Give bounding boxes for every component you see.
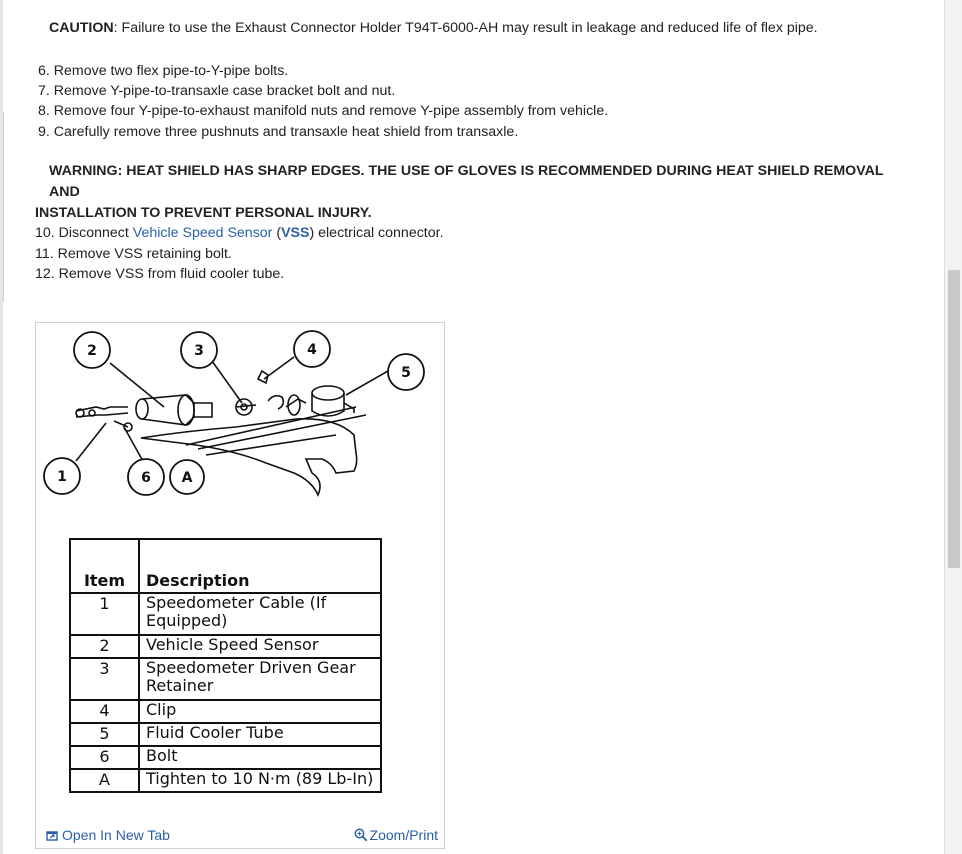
vertical-scrollbar[interactable] [944, 0, 962, 854]
step-item-10 [35, 223, 444, 244]
row-description [139, 593, 381, 635]
step-item: 11. Remove VSS retaining bolt. [35, 245, 232, 262]
vss-link[interactable]: VSS [281, 225, 310, 241]
figure-footer [36, 825, 444, 847]
row-item: 3 [70, 658, 139, 700]
row-description: Clip [139, 700, 381, 723]
vss-exploded-diagram [36, 323, 444, 533]
callout-4-label: 4 [307, 342, 317, 358]
warning-line-2: INSTALLATION TO PREVENT PERSONAL INJURY. [35, 205, 372, 221]
row-item: 1 [70, 593, 139, 635]
row-item: 5 [70, 723, 139, 746]
caution-label: CAUTION [49, 20, 114, 36]
callout-6-label: 6 [141, 470, 151, 486]
step-list-a [38, 61, 608, 142]
row-item: 6 [70, 746, 139, 769]
step-item: 7. Remove Y-pipe-to-transaxle case bracket bolt and nut. [38, 83, 396, 100]
callout-3-label: 3 [194, 343, 204, 359]
callout-1-label: 1 [57, 469, 67, 485]
callout-2-label: 2 [87, 343, 97, 359]
row-description [139, 658, 381, 700]
table-row [70, 635, 381, 658]
left-frame-divider [3, 112, 4, 302]
header-description: Description [139, 539, 381, 593]
caution-note [49, 20, 818, 36]
row-item: 4 [70, 700, 139, 723]
row-description: Vehicle Speed Sensor [139, 635, 381, 658]
table-header-row [70, 539, 381, 593]
step-10-paren-open: ( [272, 225, 282, 241]
step-10-prefix: 10. Disconnect [35, 225, 133, 241]
step-10-suffix: ) electrical connector. [309, 225, 444, 241]
warning-note [35, 161, 885, 224]
row-description: Tighten to 10 N·m (89 Lb-In) [139, 769, 381, 792]
scrollbar-thumb[interactable] [948, 270, 960, 568]
step-item: 8. Remove four Y-pipe-to-exhaust manifold nuts and remove Y-pipe assembly from vehicle. [38, 103, 609, 120]
open-new-tab-icon [46, 830, 58, 842]
open-in-new-tab-link[interactable] [46, 827, 170, 843]
item-description-table [69, 538, 382, 793]
step-list-b [35, 223, 444, 285]
desc-line: Speedometer Cable (If [146, 593, 327, 612]
step-item: 9. Carefully remove three pushnuts and transaxle heat shield from transaxle. [38, 123, 519, 140]
row-description: Bolt [139, 746, 381, 769]
callout-circles [44, 331, 424, 495]
open-in-new-tab-label: Open In New Tab [62, 827, 170, 843]
table-row [70, 769, 381, 792]
desc-line: Retainer [146, 676, 214, 695]
desc-line: Speedometer Driven Gear [146, 658, 356, 677]
table-row [70, 700, 381, 723]
step-item: 6. Remove two flex pipe-to-Y-pipe bolts. [38, 63, 289, 79]
table-row [70, 593, 381, 635]
header-item: Item [70, 539, 139, 593]
caution-text: : Failure to use the Exhaust Connector Holder T94T-6000-AH may result in leakage and reduced life of flex pipe. [113, 20, 818, 36]
figure-panel [35, 322, 445, 849]
row-description: Fluid Cooler Tube [139, 723, 381, 746]
table-row [70, 746, 381, 769]
zoom-print-link[interactable] [354, 827, 438, 843]
table-row [70, 723, 381, 746]
warning-line-1: WARNING: HEAT SHIELD HAS SHARP EDGES. THE USE OF GLOVES IS RECOMMENDED DURING HEAT SHIELD REMOVAL AND [49, 163, 884, 200]
table-row [70, 658, 381, 700]
zoom-print-label: Zoom/Print [369, 827, 438, 843]
row-item: 2 [70, 635, 139, 658]
callout-5-label: 5 [401, 365, 411, 381]
vehicle-speed-sensor-link[interactable]: Vehicle Speed Sensor [132, 225, 273, 241]
step-item: 12. Remove VSS from fluid cooler tube. [35, 266, 285, 282]
magnifier-icon [354, 828, 368, 842]
row-item: A [70, 769, 139, 792]
callout-A-label: A [181, 470, 193, 486]
diagram-linework [76, 357, 388, 495]
desc-line: Equipped) [146, 611, 228, 630]
